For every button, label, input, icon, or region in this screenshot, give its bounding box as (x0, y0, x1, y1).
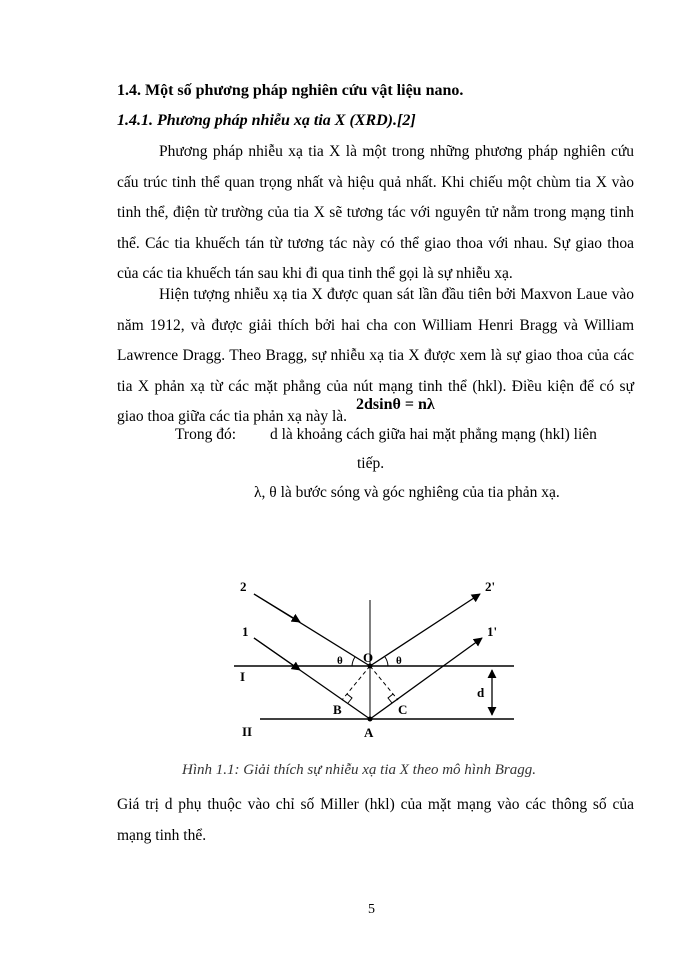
label-point-O: O (363, 650, 374, 665)
label-angle-right: θ (396, 655, 402, 667)
label-plane-II: II (242, 724, 253, 739)
reflected-ray-2 (370, 594, 480, 666)
reflected-ray-1 (370, 638, 482, 719)
label-ray-1: 1 (242, 624, 249, 639)
label-ray-1-reflected: 1' (487, 624, 498, 639)
section-heading: 1.4. Một số phương pháp nghiên cứu vật liệu nano. (117, 82, 464, 99)
dashed-OC (370, 666, 398, 700)
paragraph-miller: Giá trị d phụ thuộc vào chỉ số Miller (hkl) của mặt mạng vào các thông số của mạng tinh thể. (117, 796, 634, 844)
subsection-heading: 1.4.1. Phương pháp nhiễu xạ tia X (XRD).[2] (117, 112, 416, 129)
bragg-formula: 2dsinθ = nλ (356, 396, 435, 413)
bragg-diagram (0, 580, 700, 740)
paragraph-xrd-intro: Phương pháp nhiễu xạ tia X là một trong những phương pháp nghiên cứu cấu trúc tinh thể quan trọng nhất và hiệu quả nhất. Khi chiếu một chùm tia X vào tinh thể, điện từ trường của tia X sẽ tương tác với nguyên tử nằm trong mạng tinh thể. Các tia khuếch tán từ tương tác này có thể giao thoa với nhau. Sự giao thoa của các tia khuếch tán sau khi đi qua tinh thể gọi là sự nhiễu xạ. (117, 143, 634, 282)
label-point-C: C (398, 702, 408, 717)
where-definition-d: d là khoảng cách giữa hai mặt phẳng mạng (hkl) liên (270, 426, 597, 443)
where-label: Trong đó: (175, 426, 237, 443)
label-ray-2-reflected: 2' (485, 580, 496, 594)
label-angle-left: θ (337, 655, 343, 667)
label-point-A: A (364, 725, 374, 740)
label-plane-I: I (240, 669, 246, 684)
where-definition-d-cont: tiếp. (357, 455, 385, 472)
where-definition-lambda-theta: λ, θ là bước sóng và góc nghiêng của tia phản xạ. (254, 484, 560, 501)
label-point-B: B (333, 702, 342, 717)
dashed-OB (342, 666, 370, 700)
page-number: 5 (368, 902, 375, 917)
label-spacing-d: d (477, 685, 485, 700)
figure-caption: Hình 1.1: Giải thích sự nhiễu xạ tia X theo mô hình Bragg. (182, 762, 536, 778)
paragraph-bragg-history: Hiện tượng nhiễu xạ tia X được quan sát lần đầu tiên bởi Maxvon Laue vào năm 1912, và được giải thích bởi hai cha con William Henri Bragg và William Lawrence Dragg. Theo Bragg, sự nhiễu xạ tia X được xem là sự giao thoa của các tia X phản xạ từ các mặt phẳng của nút mạng tinh thể (hkl). Điều kiện để có sự giao thoa giữa các tia phản xạ này là. (117, 286, 634, 425)
label-ray-2: 2 (240, 580, 247, 594)
